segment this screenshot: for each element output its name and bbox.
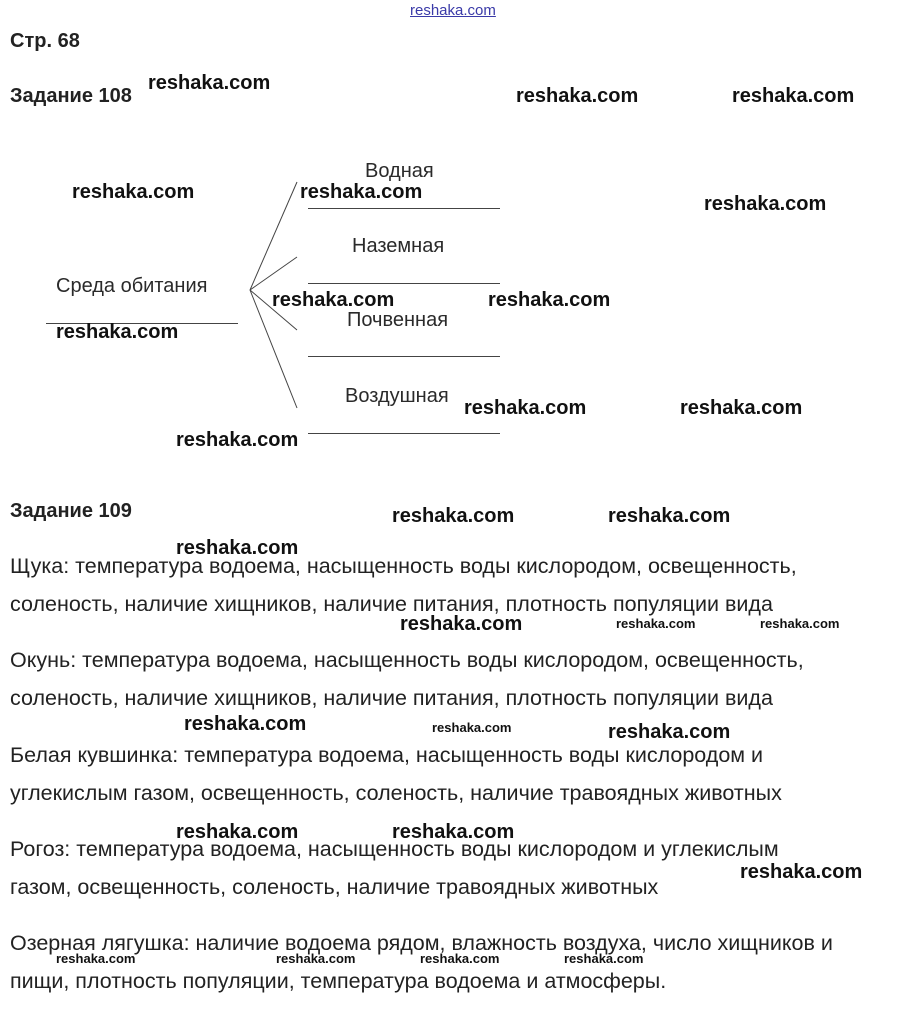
- watermark: reshaka.com: [176, 821, 299, 843]
- answer-shchuka: [10, 547, 902, 623]
- watermark: reshaka.com: [732, 85, 855, 107]
- answer-okun: [10, 641, 902, 717]
- site-link[interactable]: reshaka.com: [410, 2, 496, 19]
- watermark: reshaka.com: [176, 537, 299, 559]
- task-108-title: Задание 108: [10, 85, 132, 107]
- watermark: reshaka.com: [72, 181, 195, 203]
- watermark: reshaka.com: [464, 397, 587, 419]
- watermark: reshaka.com: [704, 193, 827, 215]
- watermark: reshaka.com: [176, 429, 299, 451]
- branch-pochvennaya: Почвенная: [347, 309, 449, 331]
- watermark: reshaka.com: [300, 181, 423, 203]
- watermark: reshaka.com: [148, 72, 271, 94]
- branch-nazemnaya: Наземная: [352, 235, 445, 257]
- page-title: Стр. 68: [10, 30, 80, 52]
- watermark: reshaka.com: [564, 951, 644, 966]
- answer-line: соленость, наличие хищников, наличие питания, плотность популяции вида: [10, 592, 773, 616]
- answer-line: соленость, наличие хищников, наличие питания, плотность популяции вида: [10, 686, 773, 710]
- watermark: reshaka.com: [56, 321, 179, 343]
- answer-line: Окунь: температура водоема, насыщенность воды кислородом, освещенность,: [10, 648, 804, 672]
- watermark: reshaka.com: [272, 289, 395, 311]
- task-109-title: Задание 109: [10, 500, 132, 522]
- watermark: reshaka.com: [488, 289, 611, 311]
- diagram-root: Среда обитания: [56, 275, 208, 297]
- answer-line: Рогоз: температура водоема, насыщенность воды кислородом и углекислым: [10, 837, 779, 861]
- watermark: reshaka.com: [56, 951, 136, 966]
- watermark: reshaka.com: [400, 613, 523, 635]
- answer-line: пищи, плотность популяции, температура водоема и атмосферы.: [10, 969, 667, 993]
- branch-line-1: [308, 208, 500, 209]
- branch-line-3: [308, 356, 500, 357]
- answer-line: Белая кувшинка: температура водоема, насыщенность воды кислородом и: [10, 743, 764, 767]
- watermark: reshaka.com: [184, 713, 307, 735]
- watermark: reshaka.com: [392, 821, 515, 843]
- watermark: reshaka.com: [392, 505, 515, 527]
- watermark: reshaka.com: [516, 85, 639, 107]
- watermark: reshaka.com: [432, 720, 512, 735]
- answer-line: газом, освещенность, соленость, наличие травоядных животных: [10, 875, 659, 899]
- branch-line-2: [308, 283, 500, 284]
- branch-line-4: [308, 433, 500, 434]
- answer-line: углекислым газом, освещенность, соленость, наличие травоядных животных: [10, 781, 782, 805]
- branch-vozdushnaya: Воздушная: [345, 385, 449, 407]
- answer-line: Щука: температура водоема, насыщенность воды кислородом, освещенность,: [10, 554, 797, 578]
- watermark: reshaka.com: [608, 721, 731, 743]
- branch-vodnaya: Водная: [365, 160, 434, 182]
- answer-line: Озерная лягушка: наличие водоема рядом, влажность воздуха, число хищников и: [10, 931, 833, 955]
- watermark: reshaka.com: [420, 951, 500, 966]
- watermark: reshaka.com: [680, 397, 803, 419]
- watermark: reshaka.com: [276, 951, 356, 966]
- watermark: reshaka.com: [616, 616, 696, 631]
- watermark: reshaka.com: [608, 505, 731, 527]
- answer-kuvshinka: [10, 736, 902, 812]
- watermark: reshaka.com: [760, 616, 840, 631]
- watermark: reshaka.com: [740, 861, 863, 883]
